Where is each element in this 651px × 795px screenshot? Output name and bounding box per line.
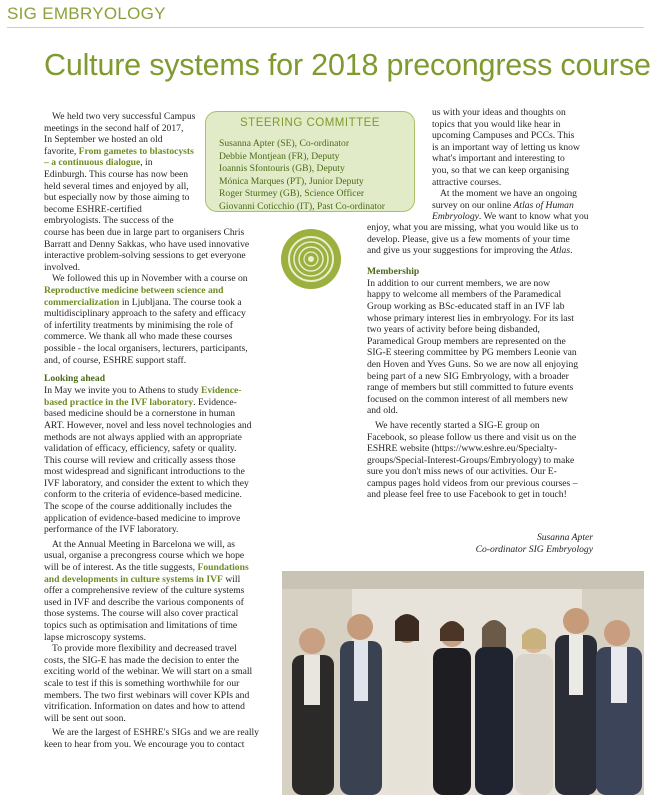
- text-line: The scope of the course additionally includes the: [44, 501, 232, 513]
- text-line: [44, 285, 259, 297]
- course-title-link: Reproductive medicine between science and: [44, 284, 224, 296]
- text-run: In May we invite you to Athens to study: [44, 385, 201, 397]
- text-line: upcoming Campuses and PCCs. This: [432, 130, 575, 142]
- committee-member: Ioannis Sfontouris (GB), Deputy: [219, 163, 345, 174]
- text-line: [44, 385, 259, 397]
- text-line: Edinburgh. This course has now been: [44, 168, 189, 180]
- column-2-body: [367, 222, 578, 501]
- course-title-link: – a continuous dialogue: [44, 157, 141, 169]
- text-line: commerce. We thank all who made these courses: [44, 331, 233, 343]
- text-line: [44, 157, 195, 169]
- course-title-link: Foundations: [197, 562, 249, 574]
- text-line: groups/Special-Interest-Groups/Embryology) to make: [367, 454, 575, 466]
- text-line: methods are not always applied with an appropriate: [44, 431, 242, 443]
- text-line: [432, 200, 589, 212]
- text-line: and please feel free to use Facebook to get in touch!: [367, 489, 567, 501]
- column-1-body: [44, 227, 259, 751]
- text-line: possible - the local organisers, lecturers, participants,: [44, 342, 248, 354]
- atlas-title: Atlas: [550, 245, 571, 257]
- text-run: . We want to know what you: [478, 211, 589, 223]
- text-line: validation of efficacy, efficiency, safety or quality.: [44, 443, 237, 455]
- text-line: performance of the IVF laboratory.: [44, 524, 179, 536]
- text-line: will be sent out soon.: [44, 712, 126, 724]
- text-line: [44, 574, 259, 586]
- text-line: application of evidence-based medicine to improve: [44, 512, 241, 524]
- text-line: and old.: [367, 405, 398, 417]
- course-title-link: based practice in the IVF laboratory: [44, 396, 194, 408]
- signature-block: [367, 532, 593, 555]
- atlas-title: Embryology: [432, 211, 479, 223]
- text-line: those systems. The course will also cover practical: [44, 608, 239, 620]
- article-headline: Culture systems for 2018 precongress course: [44, 48, 651, 82]
- text-line: and, of course, ESHRE support staff.: [44, 354, 187, 366]
- group-photo-image: [282, 571, 644, 795]
- text-line: held several times and enjoyed by all,: [44, 180, 189, 192]
- text-run: .: [570, 245, 573, 257]
- text-line: course has been due in large part to organisers Chris: [44, 227, 245, 238]
- text-run: in Ljubljana. The course took a: [119, 296, 242, 308]
- text-line: [44, 397, 259, 409]
- text-line: involved.: [44, 261, 80, 273]
- text-line: lapse microscopy systems.: [44, 631, 147, 643]
- course-title-link: Evidence-: [200, 385, 242, 397]
- committee-member: Roger Sturmey (GB), Science Officer: [219, 188, 365, 199]
- committee-member: Susanna Apter (SE), Co-ordinator: [219, 138, 350, 149]
- text-line: den Hoven and Yves Guns. So we are now all enjoying: [367, 358, 579, 370]
- text-run: will be of interest. As the title suggests,: [44, 562, 198, 574]
- text-line: campus pages hold videos from our previous courses –: [367, 477, 578, 489]
- text-run: survey on our online: [432, 199, 514, 211]
- text-line: Barratt and Denny Sakkas, who have used innovative: [44, 238, 250, 250]
- text-line: focused on the common interest of all members new: [367, 393, 568, 405]
- text-line: ESHRE website (https://www.eshre.eu/Specialty-: [367, 443, 558, 455]
- text-line: enjoy, what you are missing, what you would like us to: [367, 222, 579, 233]
- committee-member: Debbie Montjean (FR), Deputy: [219, 150, 340, 162]
- committee-member: Giovanni Coticchio (IT), Past Co-ordinator: [219, 200, 385, 212]
- course-title-link: and developments in culture systems in IVF: [44, 573, 223, 585]
- text-line: To provide more flexibility and decreased travel: [52, 643, 237, 655]
- text-line: topics such as optimisation and limitations of time: [44, 620, 238, 631]
- text-line: what's important and interesting to: [432, 153, 565, 165]
- text-line: is an important way of letting us know: [432, 141, 580, 153]
- text-line: multidisciplinary approach to the safety and efficacy: [44, 308, 246, 320]
- text-line: become ESHRE-certified: [44, 203, 142, 215]
- text-line: topics that you would like hear in: [432, 118, 561, 130]
- text-line: SIG-E steering committee by PG members Leonie van: [367, 347, 577, 359]
- course-title-link: commercialization: [44, 296, 120, 308]
- text-line: In addition to our current members, we are now: [367, 277, 551, 289]
- sig-embryology-logo-icon: [281, 229, 341, 289]
- text-line: [44, 297, 259, 309]
- text-line: scale to test if this is something worthwhile for our: [44, 677, 240, 689]
- text-run: favorite,: [44, 145, 79, 157]
- text-line: keen to hear from you. We encourage you to contact: [44, 738, 245, 750]
- course-title-link: From gametes to blastocysts: [78, 145, 194, 157]
- text-line: vitrification. Information on dates and how to attend: [44, 701, 245, 713]
- text-run: and give us your suggestions for improving the: [367, 245, 551, 257]
- text-line: based medicine should be a cornerstone in human: [44, 408, 236, 420]
- signature-name: Susanna Apter: [536, 532, 593, 543]
- text-line: [44, 562, 259, 574]
- text-line: of infertility treatments by minimising the role of: [44, 319, 233, 331]
- text-line: Facebook, so please follow us there and visit us on the: [367, 431, 577, 443]
- text-line: In September we hosted an old: [44, 134, 163, 146]
- header-rule: [7, 27, 644, 28]
- text-run: will: [222, 573, 241, 585]
- committee-title: STEERING COMMITTEE: [240, 117, 380, 129]
- text-line: members. The two first webinars will cover KPIs and: [44, 689, 250, 701]
- text-line: interactive problem-solving sessions to get everyone: [44, 250, 246, 262]
- column-1-intro: [44, 111, 195, 227]
- text-line: but especially now by those aiming to: [44, 192, 190, 204]
- text-line: Group working as BSc-educated staff in an IVF lab: [367, 300, 565, 312]
- text-run: , in: [140, 157, 153, 169]
- committee-member: Mónica Marques (PT), Junior Deputy: [219, 175, 364, 187]
- text-line: conform to the criteria of evidence-based medicine.: [44, 489, 242, 501]
- text-line: sure you don't miss news of our activities. Our E-: [367, 466, 557, 478]
- text-line: range of members but still committed to future events: [367, 382, 574, 394]
- column-2-intro: [432, 107, 589, 223]
- text-line: most widespread and significant introductions to the: [44, 466, 245, 478]
- text-line: exciting world of the webinar. We will start on a small: [44, 666, 253, 678]
- text-line: whose primary interest lies in embryology. For its last: [367, 312, 574, 324]
- text-line: We have recently started a SIG-E group on: [375, 419, 540, 431]
- text-line: embryologists. The success of the: [44, 215, 174, 227]
- text-line: At the Annual Meeting in Barcelona we will, as: [52, 538, 236, 550]
- text-line: We are the largest of ESHRE's SIGs and we are really: [52, 727, 259, 739]
- text-line: attractive courses.: [432, 176, 502, 188]
- text-line: We held two very successful Campus: [52, 111, 196, 122]
- text-line: you, so that we can keep organising: [432, 164, 570, 176]
- steering-committee-box: [205, 111, 415, 212]
- text-run: . Evidence-: [193, 396, 237, 408]
- text-line: used in IVF and describe the various components of: [44, 596, 244, 608]
- text-line: usual, organise a precongress course which we hope: [44, 550, 245, 562]
- signature-role: Co-ordinator SIG Embryology: [475, 543, 593, 555]
- text-line: [44, 146, 195, 158]
- section-tag: SIG EMBRYOLOGY: [7, 4, 166, 23]
- text-line: offer a comprehensive review of the culture systems: [44, 585, 245, 597]
- section-heading-looking-ahead: Looking ahead: [44, 373, 106, 385]
- text-line: happy to welcome all members of the Paramedical: [367, 289, 562, 301]
- atlas-title: Atlas of Human: [513, 199, 574, 211]
- text-line: develop. Please, give us a few moments of your time: [367, 233, 570, 245]
- section-heading-membership: Membership: [367, 265, 420, 277]
- text-line: ART. However, novel and less novel technologies and: [44, 419, 252, 431]
- text-line: Paramedical Group members are represented on the: [367, 335, 566, 347]
- text-line: us with your ideas and thoughts on: [432, 107, 566, 118]
- text-line: IVF laboratory, and consider the extent to which they: [44, 477, 249, 489]
- text-line: two years of activity before being disbanded,: [367, 324, 540, 336]
- text-line: [367, 245, 578, 257]
- text-line: At the moment we have an ongoing: [440, 188, 577, 200]
- text-line: We followed this up in November with a course on: [52, 273, 248, 285]
- text-line: meetings in the second half of 2017,: [44, 122, 184, 134]
- text-line: being part of a new SIG Embryology, with a broader: [367, 370, 569, 382]
- text-line: This course will review and critically assess those: [44, 454, 236, 466]
- text-line: costs, the SIG-E has made the decision to enter the: [44, 654, 240, 666]
